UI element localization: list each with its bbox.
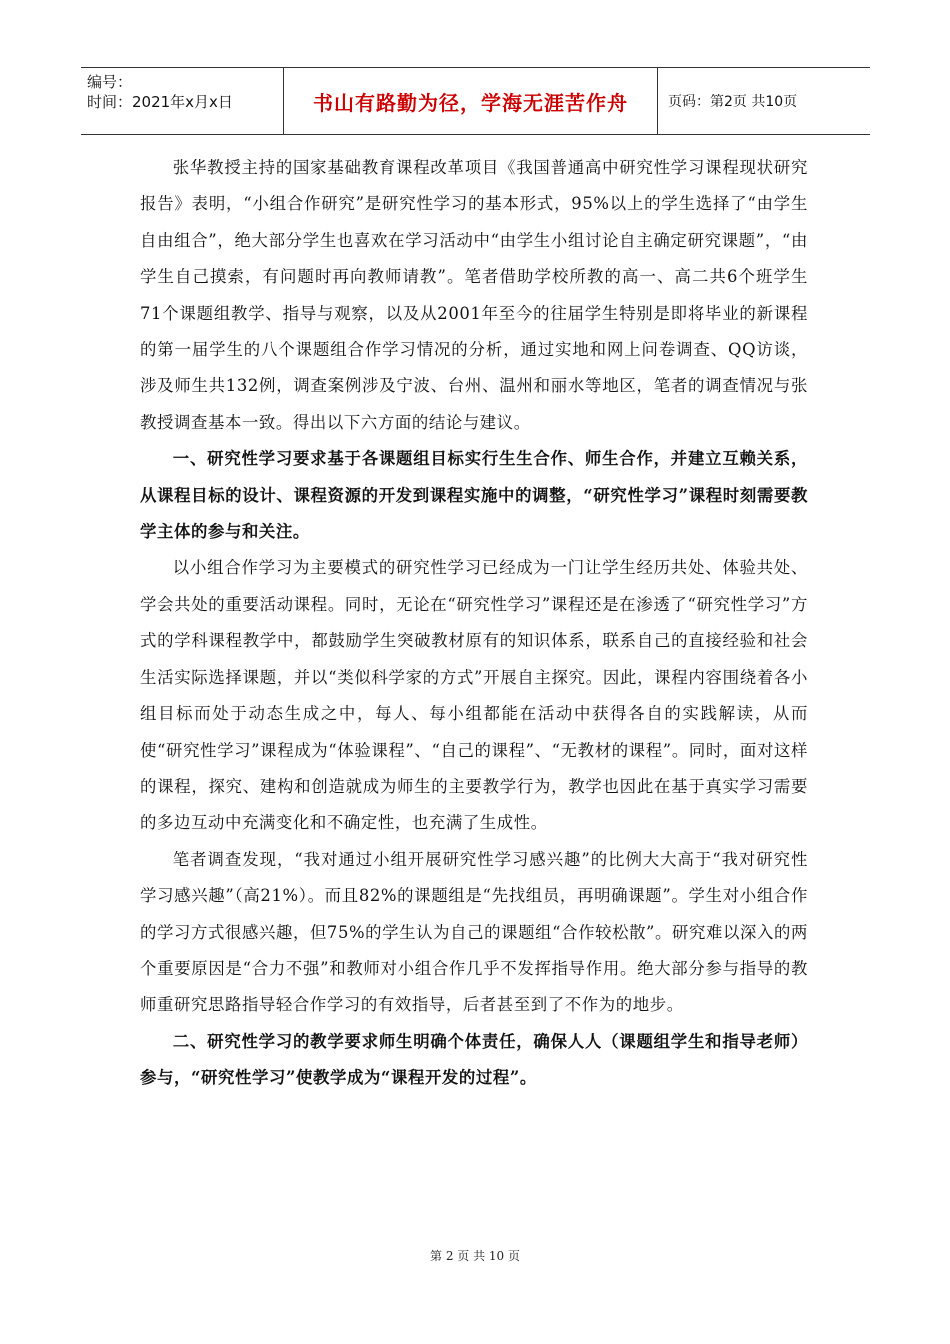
- header-page-label: 页码：第2页 共10页: [668, 94, 798, 110]
- body-paragraph: 张华教授主持的国家基础教育课程改革项目《我国普通高中研究性学习课程现状研究报告》表明，“小组合作研究”是研究性学习的基本形式，95%以上的学生选择了“由学生自由组合”，绝大部分学生也喜欢在学习活动中“由学生小组讨论自主确定研究课题”，“由学生自己摸索，有问题时再向教师请教”。笔者借助学校所教的高一、高二共6个班学生71个课题组教学、指导与观察，以及从2001年至今的往届学生特别是即将毕业的新课程的第一届学生的八个课题组合作学习情况的分析，通过实地和网上问卷调查、QQ访谈，涉及师生共132例，调查案例涉及宁波、台州、温州和丽水等地区，笔者的调查情况与张教授调查基本一致。得出以下六方面的结论与建议。: [140, 158, 808, 432]
- page-footer: 第 2 页 共 10 页: [430, 1249, 520, 1263]
- body-paragraph: 以小组合作学习为主要模式的研究性学习已经成为一门让学生经历共处、体验共处、学会共处的重要活动课程。同时，无论在“研究性学习”课程还是在渗透了“研究性学习”方式的学科课程教学中，都鼓励学生突破教材原有的知识体系，联系自己的直接经验和社会生活实际选择课题，并以“类似科学家的方式”开展自主探究。因此，课程内容围绕着各小组目标而处于动态生成之中，每人、每小组都能在活动中获得各自的实践解读，从而使“研究性学习”课程成为“体验课程”、“自己的课程”、“无教材的课程”。同时，面对这样的课程，探究、建构和创造就成为师生的主要教学行为，教学也因此在基于真实学习需要的多边互动中充满变化和不确定性，也充满了生成性。: [140, 558, 808, 833]
- header-motto-cell: [284, 68, 658, 134]
- document-time-label: 时间：2021年x月x日: [87, 93, 233, 111]
- document-body: [140, 150, 808, 1097]
- section-heading: 二、研究性学习的教学要求师生明确个体责任，确保人人（课题组学生和指导老师）参与，“研究性学习”使教学成为“课程开发的过程”。: [140, 1031, 808, 1088]
- header-motto: 书山有路勤为径，学海无涯苦作舟: [313, 90, 628, 115]
- header-meta: [81, 68, 284, 134]
- header-page-cell: [658, 68, 870, 134]
- body-paragraph: 笔者调查发现，“我对通过小组开展研究性学习感兴趣”的比例大大高于“我对研究性学习感兴趣”（高21%）。而且82%的课题组是“先找组员，再明确课题”。学生对小组合作的学习方式很感兴趣，但75%的学生认为自己的课题组“合作较松散”。研究难以深入的两个重要原因是“合力不强”和教师对小组合作几乎不发挥指导作用。绝大部分参与指导的教师重研究思路指导轻合作学习的有效指导，后者甚至到了不作为的地步。: [140, 849, 808, 1015]
- document-number-label: 编号：: [87, 73, 133, 91]
- section-heading: 一、研究性学习要求基于各课题组目标实行生生合作、师生合作，并建立互赖关系，从课程目标的设计、课程资源的开发到课程实施中的调整，“研究性学习”课程时刻需要教学主体的参与和关注。: [140, 449, 808, 542]
- page-header: [81, 67, 870, 135]
